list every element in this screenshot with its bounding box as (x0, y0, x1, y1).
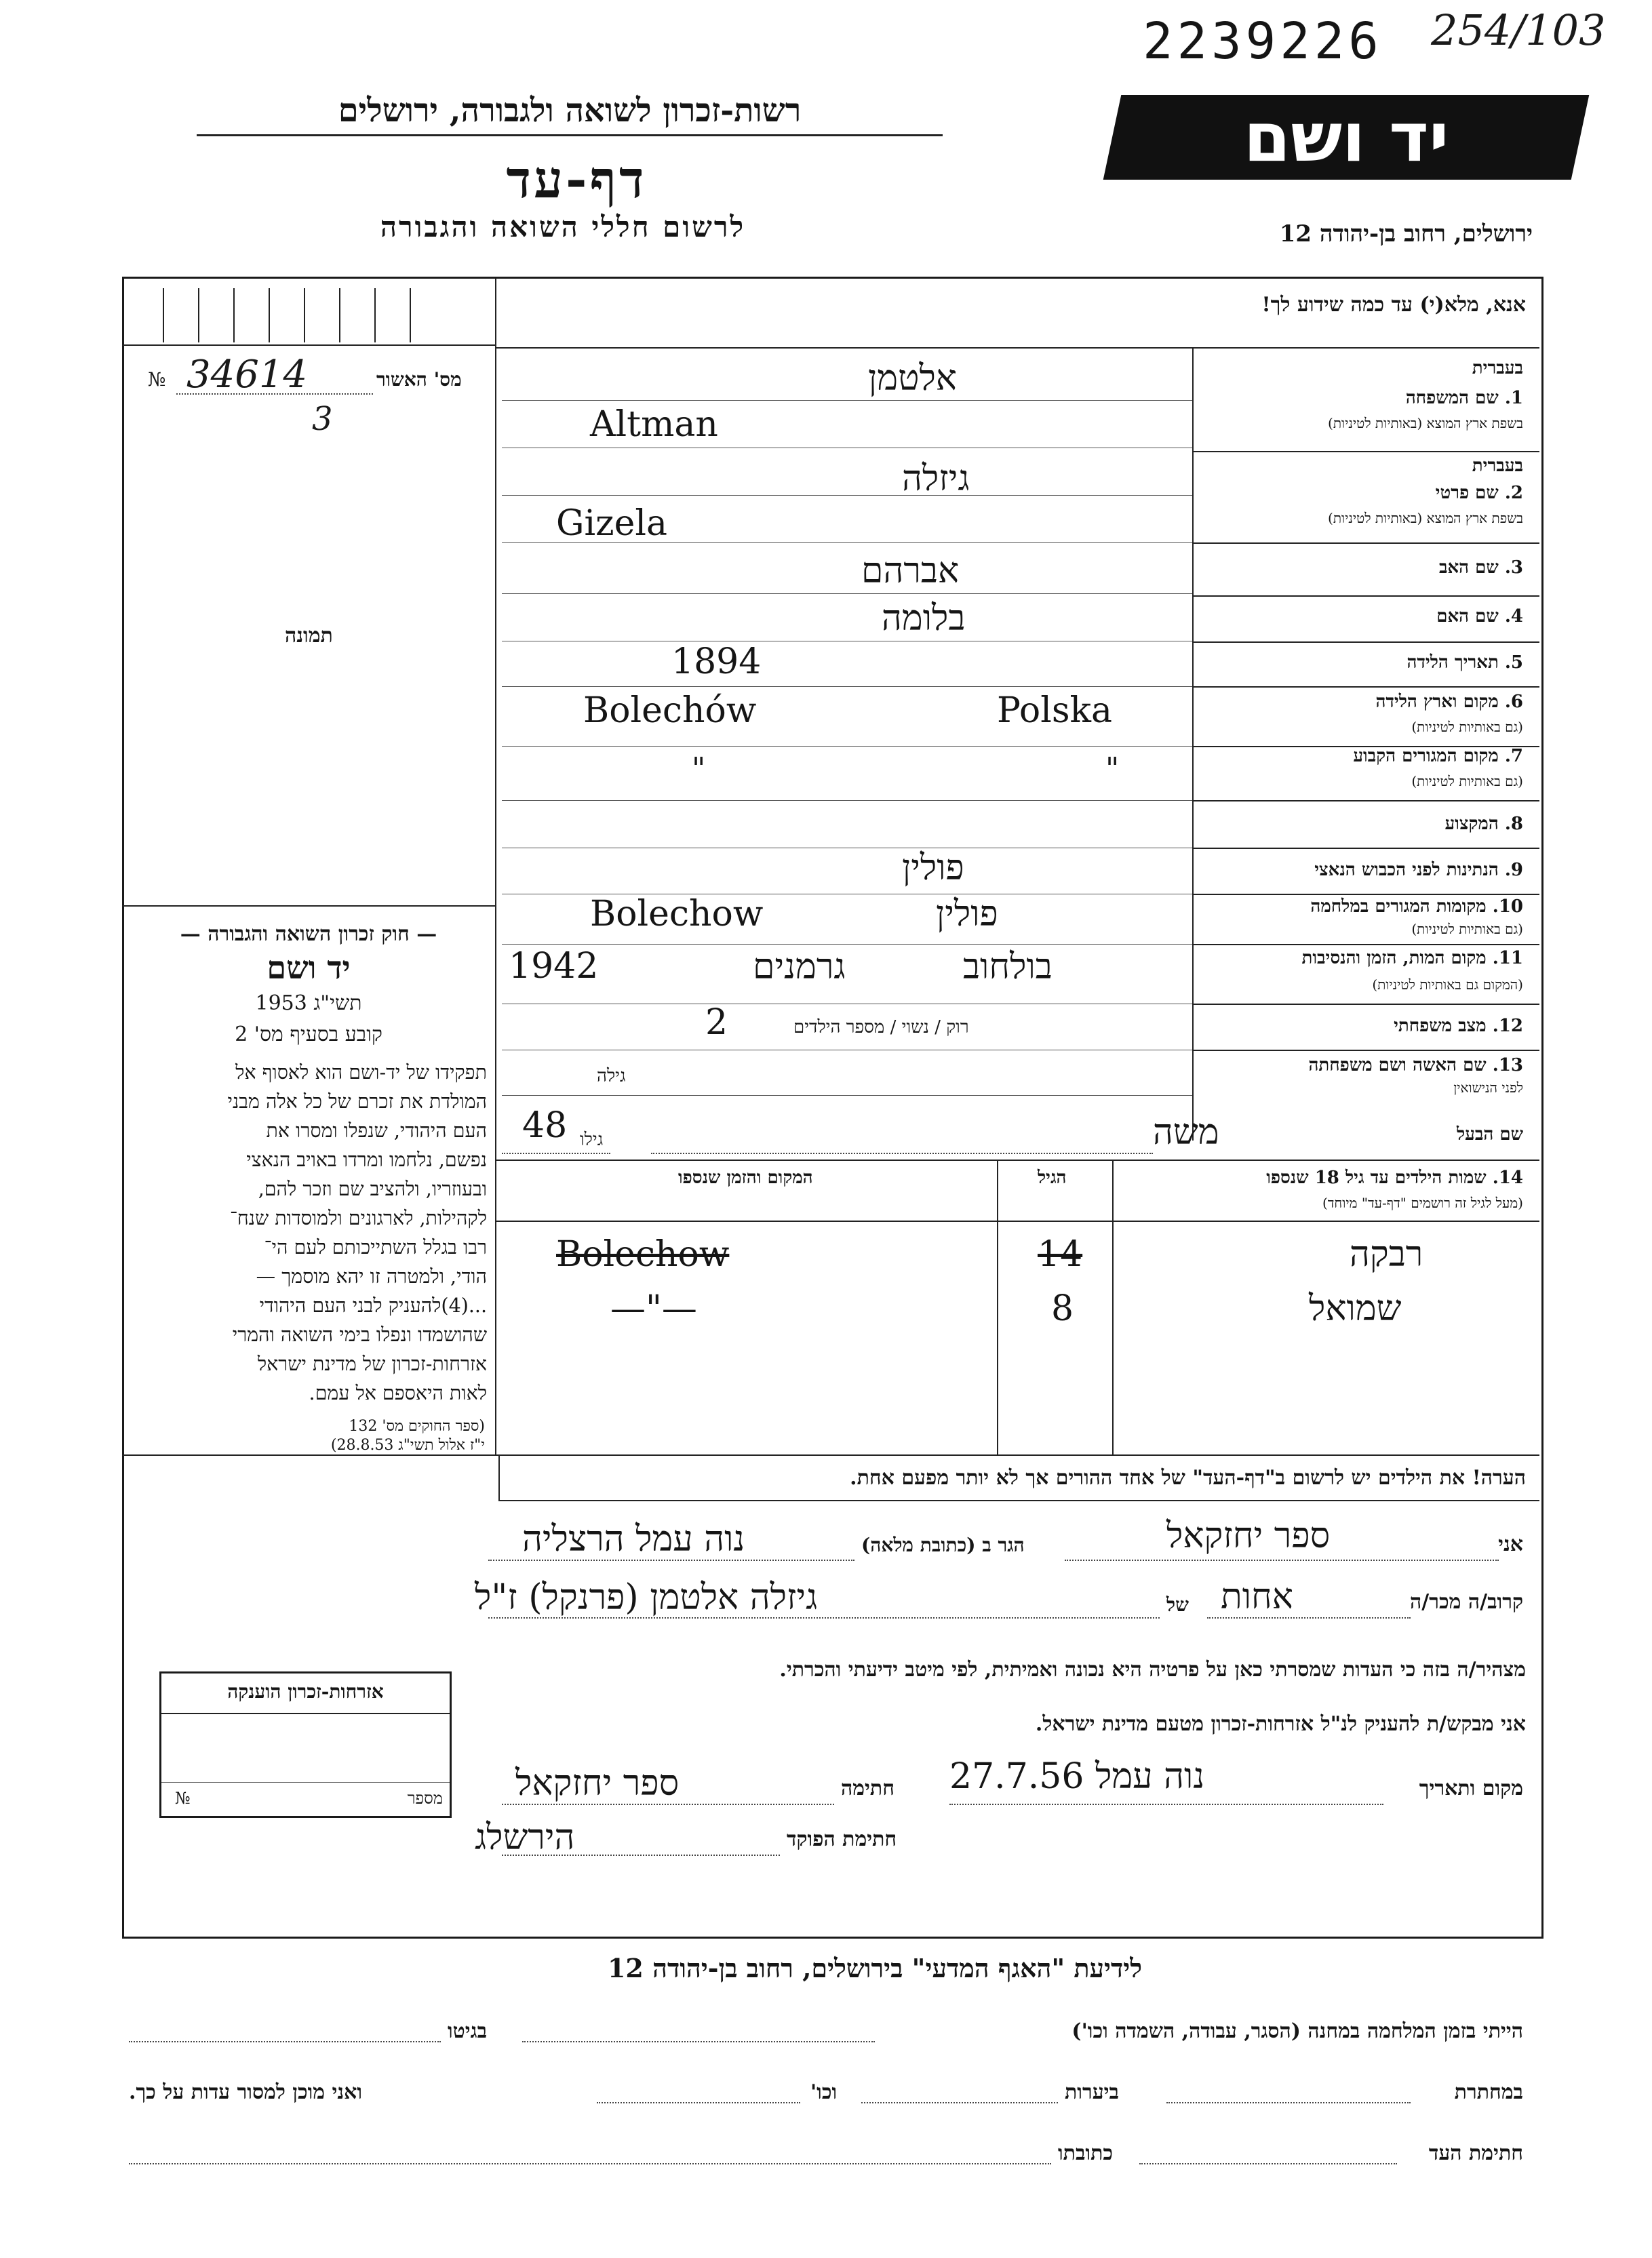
field-children-label: 14. שמות הילדים עד גיל 18 שנספו (1266, 1168, 1523, 1188)
signature-label: חתימה (841, 1777, 894, 1800)
citizenship-no-mark: № (175, 1789, 191, 1808)
wartime-residence-value[interactable]: Bolechow (590, 894, 764, 934)
field-wartime-residence-label: 10. מקומות המגורים במלחמה (1310, 896, 1523, 917)
death-sub-label: (המקום גם באותיות לטיניות) (1372, 976, 1523, 993)
field-wife-label: 13. שם האשה ושם משפחתה (1308, 1055, 1523, 1075)
bottom-witness-signature-label: חתימת העד (1428, 2141, 1523, 2165)
law-line: הודי, ולמטרה זו יהא מוסמך — (256, 1265, 487, 1288)
approval-number[interactable]: 34614 (186, 353, 308, 397)
bottom-willing-label: ואני מוכן למסור עדות על כך. (129, 2080, 363, 2104)
approval-no-mark: № (148, 368, 166, 391)
field-mother-label: 4. שם האם (1436, 606, 1523, 627)
latin-tag-10: (גם באותיות לטיניות) (1411, 921, 1523, 937)
declarant-label: אני (1498, 1532, 1523, 1556)
child-age-1[interactable]: 14 (1038, 1234, 1083, 1275)
bottom-ghetto-label: בגיטו (448, 2019, 488, 2043)
surname-latin-value[interactable]: Altman (590, 404, 718, 445)
law-line: נפשם, נלחמו ומרדו באויב הנאצי (246, 1149, 487, 1171)
bottom-underground-label: במחתרת (1454, 2080, 1523, 2104)
law-line: אזרחות-זכרון של מדינת ישראל (257, 1353, 487, 1375)
handwritten-reference: 254/103 (1431, 5, 1606, 55)
law-name: יד ושם (267, 949, 351, 986)
husband-age-label: גילו (580, 1130, 604, 1150)
citizenship-value[interactable]: פולין (902, 848, 964, 888)
approval-label: מס' האשור (376, 368, 462, 391)
child-place-2[interactable]: —"— (610, 1288, 697, 1329)
citizenship-granted-label: אזרחות-זכרון הוענקה (227, 1680, 384, 1703)
child-place-1[interactable]: Bolechow (556, 1234, 730, 1275)
field-given-name-label: 2. שם פרטי (1435, 483, 1523, 503)
birth-date-value[interactable]: 1894 (671, 641, 762, 682)
note-text: הערה! את הילדים יש לרשום ב"דף-העד" של אחד ההורים אך לא יותר מפעם אחת. (850, 1466, 1526, 1490)
fill-plea: אנא, מלא(י) עד כמה שידוע לך! (1261, 293, 1526, 317)
deceased-reference-value[interactable]: גיזלה אלטמן (פרנקל) ז"ל (475, 1577, 818, 1618)
child-name-2[interactable]: שמואל (1309, 1288, 1402, 1329)
children-sub-label: (מעל לגיל זה רושמים "דף-עד" מיוחד) (1322, 1195, 1523, 1211)
law-line: רבו בגלל השתייכותם לעם הי־ (264, 1236, 487, 1259)
officer-signature-label: חתימת הפוקד (787, 1827, 897, 1851)
father-name-value[interactable]: אברהם (861, 551, 960, 591)
field-occupation-label: 8. המקצוע (1444, 814, 1523, 834)
relative-label: קרוב/ה מכר/ה (1410, 1590, 1523, 1614)
child-name-1[interactable]: רבקה (1350, 1234, 1423, 1275)
form-subtitle: לרשום חללי השואה והגבורה (380, 210, 746, 243)
children-age-col-header: הגיל (1038, 1168, 1067, 1188)
relation-value[interactable]: אחות (1221, 1577, 1293, 1617)
field-surname-label: 1. שם המשפחה (1405, 388, 1523, 408)
officer-signature-value[interactable]: הירשלג (475, 1817, 575, 1858)
death-place-value[interactable]: בולחוב (963, 947, 1053, 987)
yad-vashem-logo (1103, 95, 1590, 180)
field-father-label: 3. שם האב (1438, 557, 1523, 578)
citizenship-granted-box (159, 1671, 452, 1818)
field-marital-label: 12. מצב משפחתי (1394, 1016, 1523, 1036)
husband-label: שם הבעל (1456, 1124, 1523, 1145)
law-reference-1: (ספר החוקים מס' 132 (349, 1418, 485, 1435)
surname-hebrew-value[interactable]: אלטמן (868, 358, 958, 399)
residence-ditto-2[interactable]: " (1105, 751, 1120, 786)
birth-country-value[interactable]: Polska (997, 690, 1113, 731)
given-name-latin-value[interactable]: Gizela (556, 503, 667, 544)
bottom-title: לידיעת "האגף המדעי" בירושלים, רחוב בן-יהודה 12 (607, 1953, 1143, 1983)
field-birth-date-label: 5. תאריך הלידה (1407, 652, 1523, 673)
bottom-address-label: כתובתו (1058, 2141, 1114, 2165)
law-line: ובעוזריו, ולהציב שם וזכר להם, (258, 1178, 487, 1200)
marital-options: רוק / נשוי / מספר הילדים (793, 1017, 969, 1037)
witness-address-value[interactable]: נוה עמל הרצליה (522, 1519, 745, 1560)
stamp-number: 2239226 (1143, 12, 1383, 71)
origin-tag-1: בשפת ארץ המוצא (באותיות לטיניות) (1328, 415, 1523, 431)
law-line: תפקידו של יד-ושם הוא לאסוף אל (235, 1061, 487, 1084)
approval-number-suffix[interactable]: 3 (312, 400, 333, 438)
bottom-etc-label: וכו' (810, 2080, 838, 2104)
form-title: דף-עד (506, 149, 647, 210)
wife-sub-label: לפני הנישואין (1453, 1080, 1523, 1096)
mother-name-value[interactable]: בלומה (882, 598, 966, 639)
law-line: העם היהודי, שנפלו ומסרו את (266, 1120, 487, 1142)
birth-place-value[interactable]: Bolechów (583, 690, 757, 731)
latin-tag-7: (גם באותיות לטיניות) (1411, 773, 1523, 789)
husband-name-value[interactable]: משה (1153, 1112, 1219, 1153)
request-text: אני מבקש/ת להעניק לנ"ל אזרחות-זכרון מטעם מדינת ישראל. (1035, 1712, 1526, 1736)
place-date-label: מקום ותאריך (1419, 1777, 1523, 1800)
origin-tag-2: בשפת ארץ המוצא (באותיות לטיניות) (1328, 510, 1523, 526)
death-year-value[interactable]: 1942 (509, 946, 599, 987)
photo-label: תמונה (285, 624, 333, 648)
residence-ditto-1[interactable]: " (692, 751, 706, 786)
hebrew-tag-1: בעברית (1472, 358, 1523, 378)
residing-label: הגר ב (כתובת מלאה) (861, 1534, 1025, 1556)
office-address: ירושלים, רחוב בן-יהודה 12 (1279, 220, 1533, 247)
law-title: — חוק זכרון השואה והגבורה — (180, 922, 437, 946)
children-place-col-header: המקום והזמן שנספו (678, 1168, 813, 1188)
age-label: גילה (597, 1066, 626, 1086)
statement-text: מצהיר/ה בזה כי העדות שמסרתי כאן על פרטיה היא נכונה ואמיתית, לפי מיטב ידיעתי והכרתי. (779, 1658, 1526, 1682)
latin-tag-6: (גם באותיות לטיניות) (1411, 719, 1523, 735)
law-clause: קובע בסעיף מס' 2 (235, 1023, 382, 1046)
wartime-residence-hebrew-value[interactable]: פולין (936, 894, 998, 934)
tick-boxes (163, 288, 481, 342)
age-value[interactable]: 48 (522, 1105, 568, 1146)
witness-name-value[interactable]: ספר יחזקאל (1166, 1516, 1331, 1556)
children-count-value[interactable]: 2 (705, 1002, 728, 1043)
of-label: של (1166, 1593, 1189, 1616)
law-line: לאות היאספם אל עמם. (309, 1382, 487, 1404)
law-line: לקהילות, לארגונים ולמוסדות שנח־ (230, 1207, 487, 1229)
authority-name: רשות-זכרון לשואה ולגבורה, ירושלים (338, 92, 802, 130)
field-residence-label: 7. מקום המגורים הקבוע (1353, 746, 1523, 766)
field-death-label: 11. מקום המות, הזמן והנסיבות (1301, 948, 1523, 968)
law-line: ...(4)להעניק לבני העם היהודי (259, 1294, 487, 1317)
law-line: שהושמדו ונפלו בימי השואה והמרי (232, 1324, 487, 1346)
hebrew-tag-2: בעברית (1472, 456, 1523, 476)
death-circumstances-value[interactable]: גרמנים (753, 947, 846, 987)
place-date-value[interactable]: נוה עמל 27.7.56 (949, 1756, 1205, 1797)
child-age-2[interactable]: 8 (1051, 1288, 1074, 1329)
given-name-hebrew-value[interactable]: גיזלה (902, 458, 970, 499)
law-line: המולדת את זכרם של כל אלה מבני (227, 1090, 487, 1113)
field-birth-place-label: 6. מקום וארץ הלידה (1375, 692, 1523, 712)
law-reference-2: י"ז אלול תשי"ג 28.8.53) (330, 1437, 485, 1454)
law-body (129, 1058, 487, 1408)
bottom-forests-label: ביערות (1065, 2080, 1120, 2104)
signature-value[interactable]: ספר יחזקאל (515, 1763, 680, 1804)
field-citizenship-label: 9. הנתינות לפני הכבוש הנאצי (1314, 860, 1523, 880)
citizenship-number-label: מספר (407, 1789, 443, 1808)
law-year: תשי"ג 1953 (255, 991, 362, 1015)
logo-text: יד ושם (1243, 98, 1449, 177)
bottom-camp-label: הייתי בזמן המלחמה במחנה (הסגר, עבודה, השמדה וכו') (1071, 2019, 1523, 2043)
